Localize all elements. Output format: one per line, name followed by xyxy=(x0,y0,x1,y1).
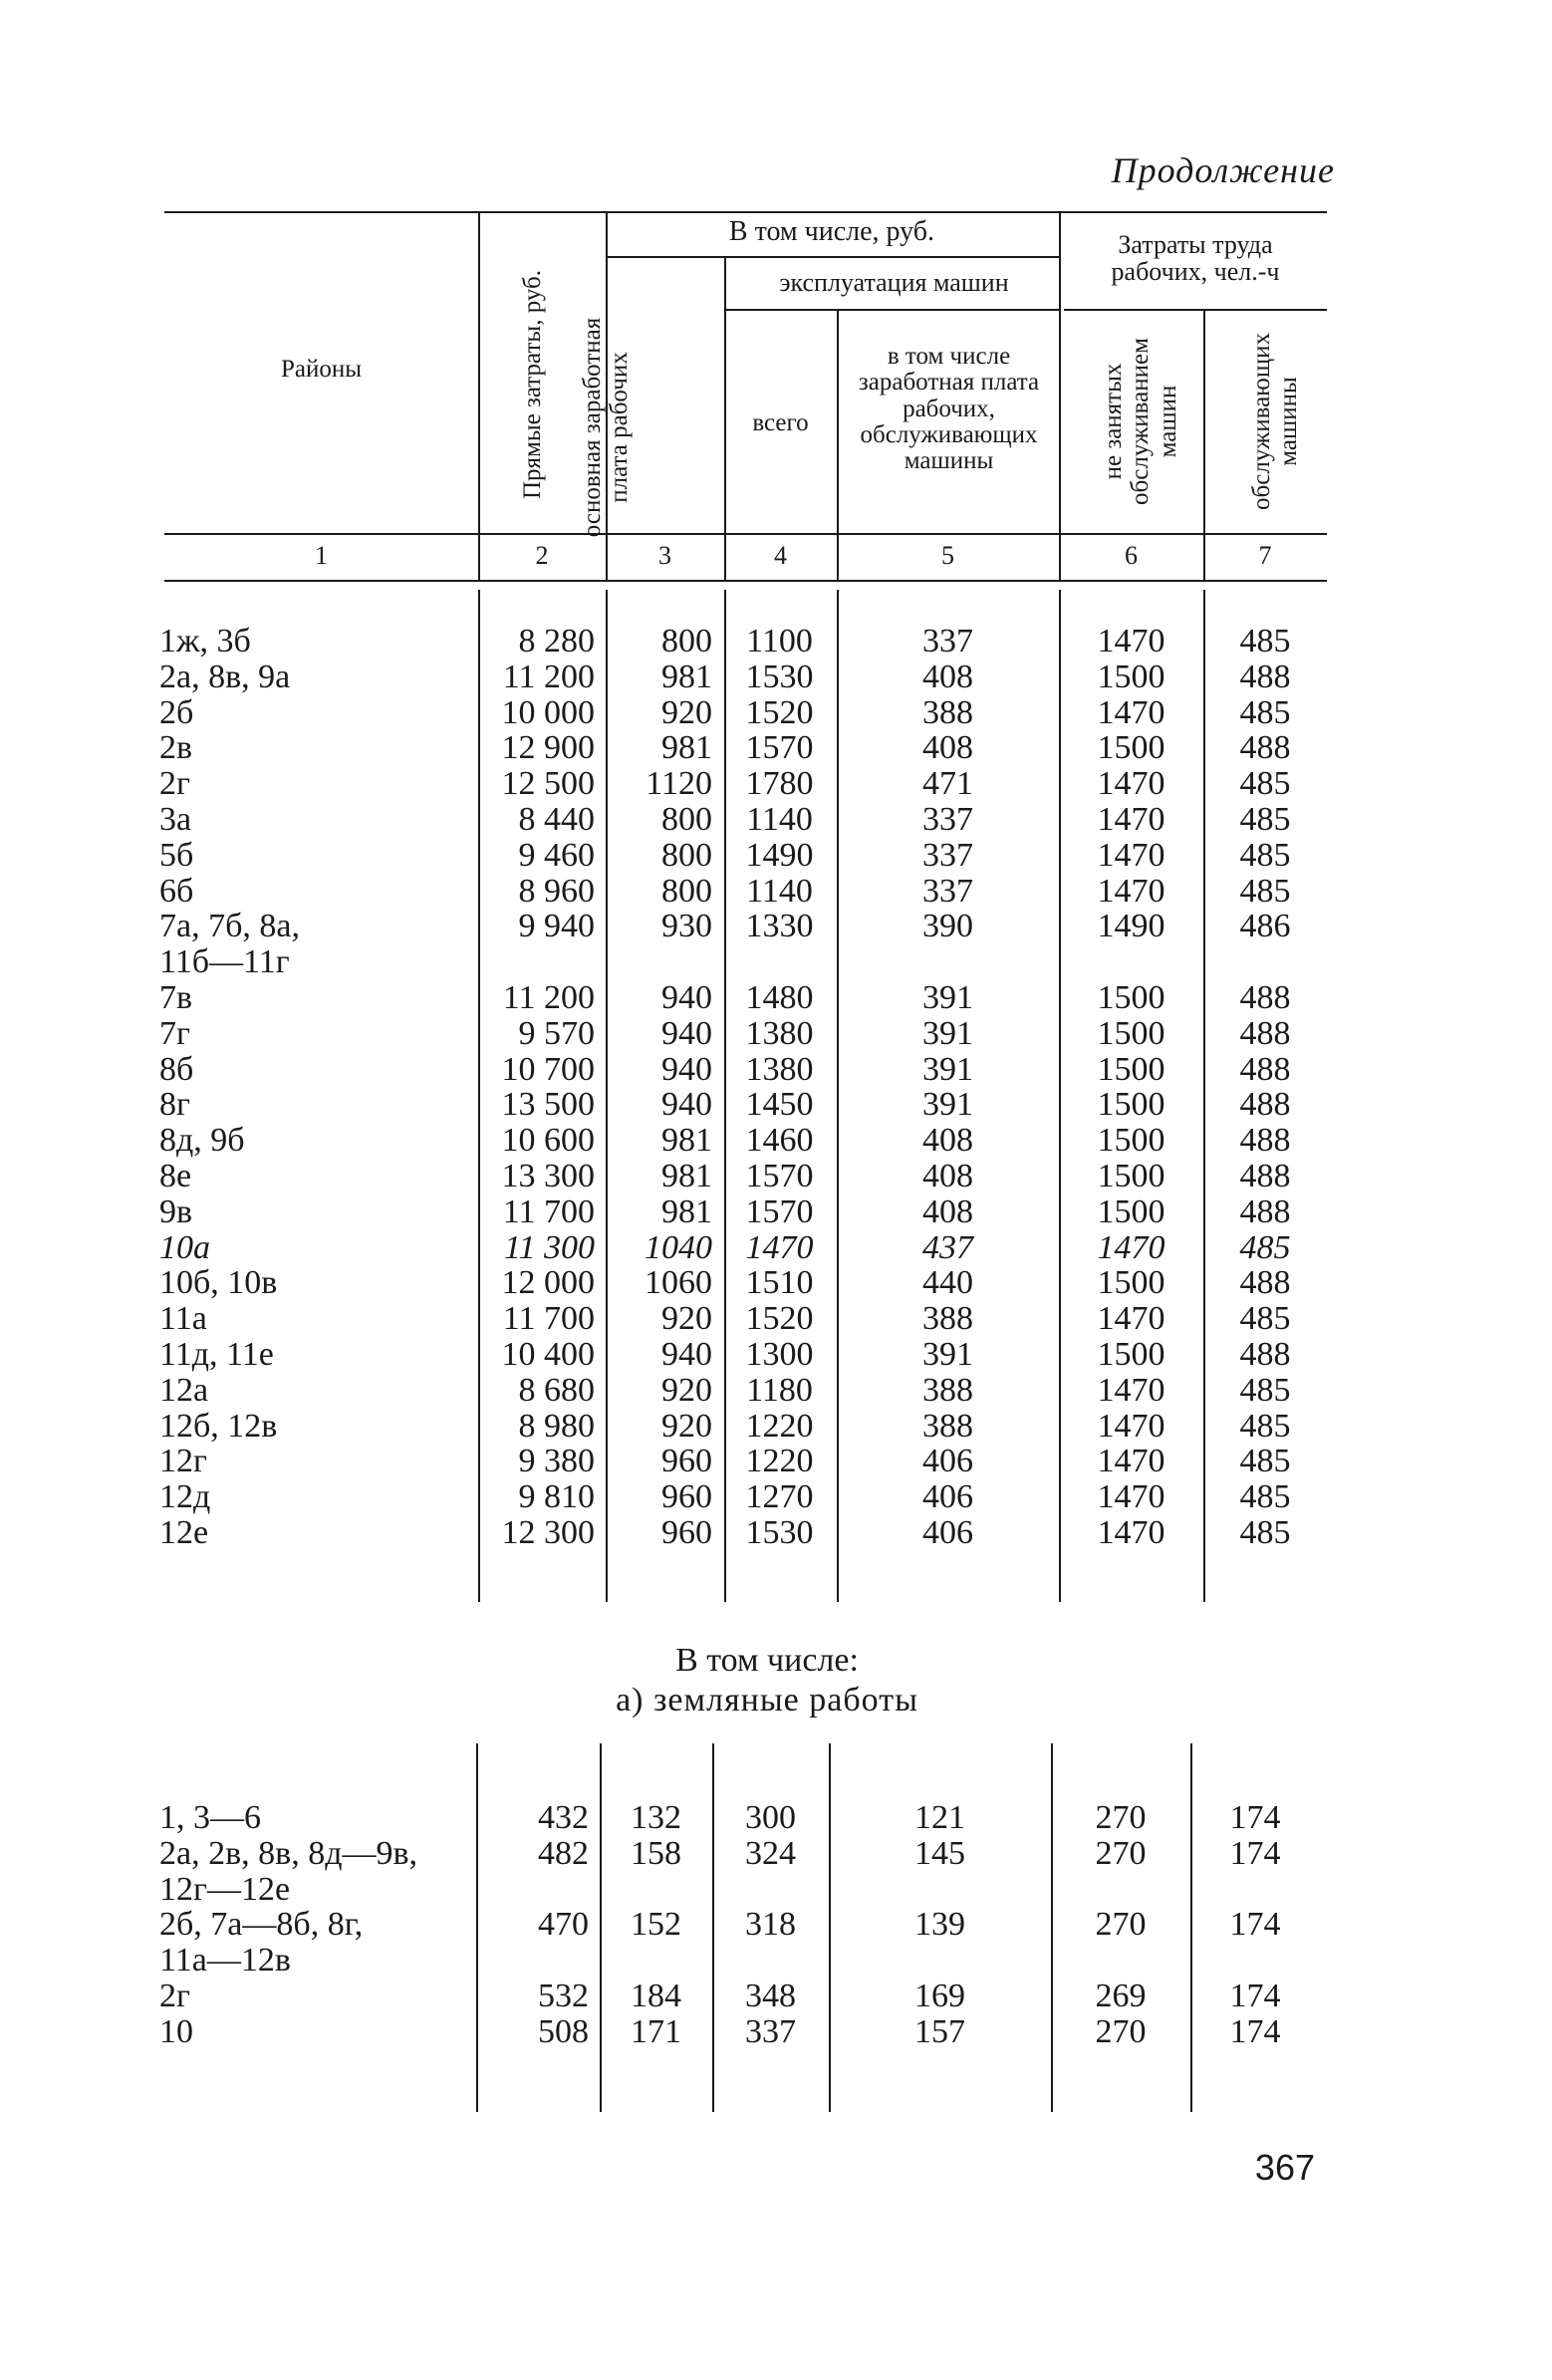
cell-total: 1140 xyxy=(746,801,813,838)
cell-total: 1220 xyxy=(745,1443,814,1480)
cell-base-wage: 940 xyxy=(661,979,712,1016)
cell-direct: 8 980 xyxy=(518,1407,595,1445)
header-machine-operation: эксплуатация машин xyxy=(779,268,1009,297)
cell-machine-wage: 408 xyxy=(922,658,973,695)
cell-base-wage: 171 xyxy=(631,2012,681,2050)
header-not-machine xyxy=(1096,322,1185,521)
cell-machine-wage: 391 xyxy=(922,1336,973,1373)
cell-machine-wage: 388 xyxy=(922,1371,973,1409)
cell-not-machine: 270 xyxy=(1095,1834,1147,1872)
cell-district: 10б, 10в xyxy=(159,1264,278,1302)
cell-total: 1480 xyxy=(745,979,814,1016)
cell-not-machine: 1500 xyxy=(1097,1050,1165,1088)
cell-direct: 11 700 xyxy=(502,1300,595,1338)
cell-total: 1180 xyxy=(746,1371,813,1409)
cell-not-machine: 1470 xyxy=(1097,1443,1165,1480)
cell-base-wage: 940 xyxy=(661,1086,712,1124)
cell-district: 12е xyxy=(159,1514,209,1551)
cell-base-wage: 920 xyxy=(661,693,712,731)
cell-base-wage: 981 xyxy=(661,658,712,695)
cell-base-wage: 158 xyxy=(631,1834,681,1872)
header-including-rub: В том числе, руб. xyxy=(728,216,935,247)
section-including: В том числе: xyxy=(675,1642,859,1679)
cell-not-machine: 1500 xyxy=(1097,1336,1165,1373)
cell-district: 12г xyxy=(159,1443,207,1480)
cell-machine-workers: 485 xyxy=(1239,801,1291,838)
cell-machine-wage: 145 xyxy=(914,1834,965,1872)
cell-machine-wage: 440 xyxy=(922,1264,973,1302)
cell-direct: 13 300 xyxy=(501,1158,595,1194)
cell-direct: 9 380 xyxy=(518,1443,595,1480)
cell-not-machine: 1470 xyxy=(1097,801,1165,838)
cell-machine-wage: 406 xyxy=(922,1514,973,1551)
cell-not-machine: 1470 xyxy=(1097,836,1165,874)
header-base-wage-text: основная заработная плата рабочих xyxy=(578,317,633,538)
cell-machine-workers: 485 xyxy=(1239,1228,1291,1266)
cell-not-machine: 1500 xyxy=(1097,658,1165,695)
cell-machine-workers: 485 xyxy=(1239,836,1291,874)
cell-machine-wage: 388 xyxy=(922,1300,973,1338)
cell-machine-workers: 488 xyxy=(1239,1122,1291,1160)
cell-district: 2а, 8в, 9а xyxy=(159,658,291,695)
cell-base-wage: 152 xyxy=(631,1906,681,1944)
cell-machine-workers: 485 xyxy=(1239,1514,1291,1551)
cell-district: 2г xyxy=(159,765,190,803)
cell-not-machine: 1500 xyxy=(1097,1264,1165,1302)
cell-not-machine: 269 xyxy=(1095,1978,1147,2014)
cell-base-wage: 960 xyxy=(661,1478,712,1516)
cell-total: 324 xyxy=(745,1834,796,1872)
cell-machine-workers: 488 xyxy=(1239,1086,1291,1124)
cell-total: 337 xyxy=(745,2012,796,2050)
header-machine-workers xyxy=(1230,322,1320,521)
page-number: 367 xyxy=(1254,2147,1315,2188)
cell-not-machine: 1470 xyxy=(1097,1371,1165,1409)
cell-machine-wage: 408 xyxy=(922,729,973,767)
cell-district: 3а xyxy=(159,801,192,838)
cell-machine-wage: 337 xyxy=(922,836,973,874)
cell-total: 1380 xyxy=(745,1014,814,1052)
cell-base-wage: 960 xyxy=(661,1514,712,1551)
cell-district: 11а—12в xyxy=(159,1942,291,1980)
header-divider xyxy=(1059,211,1061,580)
cell-direct: 508 xyxy=(538,2012,589,2050)
cell-machine-workers: 488 xyxy=(1239,1014,1291,1052)
cell-machine-workers: 488 xyxy=(1239,729,1291,767)
cell-not-machine: 1490 xyxy=(1097,908,1165,945)
cell-machine-workers: 485 xyxy=(1239,693,1291,731)
cell-direct: 11 200 xyxy=(502,979,595,1016)
cell-base-wage: 184 xyxy=(631,1978,681,2014)
header-labor-costs: Затраты труда рабочих, чел.-ч xyxy=(1111,230,1280,287)
cell-district: 8г xyxy=(159,1086,190,1124)
cell-not-machine: 270 xyxy=(1095,2012,1147,2050)
cell-machine-workers: 174 xyxy=(1229,1834,1281,1872)
cell-total: 1490 xyxy=(745,836,814,874)
cell-machine-wage: 391 xyxy=(922,1086,973,1124)
cell-total: 1270 xyxy=(745,1478,814,1516)
cell-total: 1510 xyxy=(745,1264,814,1302)
cell-not-machine: 1470 xyxy=(1097,1228,1165,1266)
cell-direct: 9 940 xyxy=(518,908,595,945)
cell-district: 10а xyxy=(159,1228,210,1266)
cell-base-wage: 981 xyxy=(661,1192,712,1230)
cell-direct: 10 700 xyxy=(501,1050,595,1088)
column-number: 3 xyxy=(658,541,671,570)
cell-not-machine: 1470 xyxy=(1097,693,1165,731)
cell-total: 1780 xyxy=(745,765,814,803)
cell-base-wage: 920 xyxy=(661,1300,712,1338)
cell-direct: 8 440 xyxy=(518,801,595,838)
cell-district: 8б xyxy=(159,1050,194,1088)
column-number: 1 xyxy=(315,541,328,570)
cell-district: 1ж, 3б xyxy=(159,623,251,660)
cell-direct: 11 200 xyxy=(502,658,595,695)
cell-base-wage: 800 xyxy=(661,623,712,660)
header-not-machine-text: не занятых обслуживанием машин xyxy=(1099,338,1181,505)
header-base-wage xyxy=(561,308,650,547)
cell-base-wage: 981 xyxy=(661,729,712,767)
cell-machine-workers: 485 xyxy=(1239,872,1291,910)
cell-not-machine: 1470 xyxy=(1097,1300,1165,1338)
cell-total: 1380 xyxy=(745,1050,814,1088)
cell-not-machine: 1500 xyxy=(1097,1192,1165,1230)
cell-total: 1570 xyxy=(745,1158,814,1194)
cell-machine-wage: 337 xyxy=(922,801,973,838)
cell-machine-wage: 437 xyxy=(922,1228,973,1266)
cell-district: 7в xyxy=(159,979,193,1016)
cell-base-wage: 940 xyxy=(661,1336,712,1373)
cell-machine-wage: 169 xyxy=(914,1978,965,2014)
cell-machine-workers: 485 xyxy=(1239,1300,1291,1338)
cell-total: 1530 xyxy=(745,1514,814,1551)
cell-direct: 12 300 xyxy=(501,1514,595,1551)
cell-district: 8е xyxy=(159,1158,192,1194)
cell-total: 300 xyxy=(745,1799,796,1836)
section-earthworks: а) земляные работы xyxy=(616,1682,918,1719)
cell-base-wage: 930 xyxy=(661,908,712,945)
cell-machine-workers: 488 xyxy=(1239,1158,1291,1194)
header-divider xyxy=(837,309,839,580)
header-divider xyxy=(1203,309,1205,580)
cell-not-machine: 1470 xyxy=(1097,872,1165,910)
cell-machine-wage: 391 xyxy=(922,979,973,1016)
cell-machine-wage: 408 xyxy=(922,1158,973,1194)
cell-machine-workers: 488 xyxy=(1239,1336,1291,1373)
cell-machine-wage: 391 xyxy=(922,1050,973,1088)
cell-direct: 10 400 xyxy=(501,1336,595,1373)
cell-total: 1470 xyxy=(745,1228,814,1266)
cell-district: 9в xyxy=(159,1192,193,1230)
cell-base-wage: 940 xyxy=(661,1014,712,1052)
cell-total: 348 xyxy=(745,1978,796,2014)
cell-total: 1300 xyxy=(745,1336,814,1373)
cell-base-wage: 1060 xyxy=(645,1264,712,1302)
cell-machine-workers: 174 xyxy=(1229,2012,1281,2050)
cell-machine-wage: 388 xyxy=(922,693,973,731)
cell-not-machine: 1500 xyxy=(1097,729,1165,767)
cell-direct: 12 500 xyxy=(501,765,595,803)
cell-district: 11д, 11е xyxy=(159,1336,274,1373)
cell-total: 1520 xyxy=(745,693,814,731)
cell-direct: 10 600 xyxy=(501,1122,595,1160)
cell-machine-wage: 139 xyxy=(914,1906,965,1944)
cell-machine-wage: 406 xyxy=(922,1478,973,1516)
cell-district: 12б, 12в xyxy=(159,1407,278,1445)
cell-total: 1450 xyxy=(745,1086,814,1124)
cell-direct: 11 700 xyxy=(502,1192,595,1230)
cell-total: 1460 xyxy=(745,1122,814,1160)
cell-not-machine: 1470 xyxy=(1097,1478,1165,1516)
cell-machine-wage: 337 xyxy=(922,623,973,660)
cell-not-machine: 1500 xyxy=(1097,979,1165,1016)
cell-district: 7а, 7б, 8а, xyxy=(159,908,300,945)
cell-machine-wage: 157 xyxy=(914,2012,965,2050)
column-number: 7 xyxy=(1258,541,1272,570)
cell-not-machine: 1470 xyxy=(1097,1514,1165,1551)
subheader-rule xyxy=(606,256,1059,258)
cell-base-wage: 1120 xyxy=(646,765,712,803)
cell-district: 12а xyxy=(159,1371,209,1409)
cell-district: 10 xyxy=(159,2012,193,2050)
continuation-label: Продолжение xyxy=(1111,150,1335,190)
cell-machine-wage: 471 xyxy=(922,765,973,803)
cell-district: 2а, 2в, 8в, 8д—9в, xyxy=(159,1834,418,1872)
cell-district: 12д xyxy=(159,1478,211,1516)
cell-total: 1520 xyxy=(745,1300,814,1338)
cell-direct: 482 xyxy=(538,1834,589,1872)
cell-machine-wage: 121 xyxy=(914,1799,965,1836)
cell-direct: 9 810 xyxy=(518,1478,595,1516)
cell-not-machine: 1470 xyxy=(1097,623,1165,660)
cell-district: 2б, 7а—8б, 8г, xyxy=(159,1906,364,1944)
column-number: 2 xyxy=(535,541,549,570)
cell-total: 1570 xyxy=(745,729,814,767)
cell-machine-wage: 391 xyxy=(922,1014,973,1052)
cell-machine-workers: 488 xyxy=(1239,1050,1291,1088)
cell-base-wage: 981 xyxy=(661,1122,712,1160)
cell-district: 1, 3—6 xyxy=(159,1799,261,1836)
cell-machine-wage: 408 xyxy=(922,1122,973,1160)
cell-machine-wage: 337 xyxy=(922,872,973,910)
cell-district: 7г xyxy=(159,1014,190,1052)
column-numbers-rule xyxy=(164,580,1327,582)
cell-not-machine: 270 xyxy=(1095,1799,1147,1836)
labor-subheader-rule xyxy=(1064,309,1327,311)
cell-not-machine: 1470 xyxy=(1097,765,1165,803)
cell-total: 1330 xyxy=(745,908,814,945)
cell-district: 6б xyxy=(159,872,194,910)
cell-district: 11б—11г xyxy=(159,943,290,981)
body-divider xyxy=(724,590,726,1602)
table-top-rule xyxy=(164,211,1327,213)
cell-direct: 432 xyxy=(538,1799,589,1836)
cell-direct: 8 680 xyxy=(518,1371,595,1409)
cell-base-wage: 800 xyxy=(661,801,712,838)
cell-machine-workers: 485 xyxy=(1239,1371,1291,1409)
cell-machine-workers: 486 xyxy=(1239,908,1291,945)
cell-base-wage: 940 xyxy=(661,1050,712,1088)
cell-direct: 9 570 xyxy=(518,1014,595,1052)
cell-not-machine: 1470 xyxy=(1097,1407,1165,1445)
subheader-rule-2 xyxy=(724,309,1059,311)
cell-district: 2в xyxy=(159,729,193,767)
cell-machine-workers: 485 xyxy=(1239,1478,1291,1516)
cell-total: 1100 xyxy=(746,623,813,660)
cell-direct: 12 000 xyxy=(501,1264,595,1302)
column-number: 4 xyxy=(774,541,787,570)
cell-machine-wage: 406 xyxy=(922,1443,973,1480)
cell-not-machine: 1500 xyxy=(1097,1158,1165,1194)
cell-machine-workers: 174 xyxy=(1229,1799,1281,1836)
header-total: всего xyxy=(752,409,809,436)
cell-machine-workers: 488 xyxy=(1239,979,1291,1016)
cell-district: 8д, 9б xyxy=(159,1122,245,1160)
cell-machine-workers: 174 xyxy=(1229,1978,1281,2014)
cell-district: 2б xyxy=(159,693,194,731)
cell-direct: 470 xyxy=(538,1906,589,1944)
cell-not-machine: 1500 xyxy=(1097,1122,1165,1160)
cell-machine-workers: 488 xyxy=(1239,658,1291,695)
cell-machine-workers: 485 xyxy=(1239,1407,1291,1445)
cell-machine-workers: 174 xyxy=(1229,1906,1281,1944)
header-machine-wage: в том числе заработная плата рабочих, обслуживающих машины xyxy=(858,343,1040,474)
header-districts: Районы xyxy=(280,356,363,383)
cell-base-wage: 920 xyxy=(661,1407,712,1445)
cell-district: 11а xyxy=(159,1300,207,1338)
cell-base-wage: 800 xyxy=(661,872,712,910)
header-machine-workers-text: обслуживающих машины xyxy=(1247,333,1302,510)
cell-machine-workers: 485 xyxy=(1239,623,1291,660)
cell-machine-wage: 388 xyxy=(922,1407,973,1445)
cell-not-machine: 1500 xyxy=(1097,1014,1165,1052)
cell-base-wage: 981 xyxy=(661,1158,712,1194)
header-divider xyxy=(478,211,480,580)
cell-total: 318 xyxy=(745,1906,796,1944)
cell-direct: 10 000 xyxy=(501,693,595,731)
cell-machine-wage: 390 xyxy=(922,908,973,945)
header-direct-costs: Прямые затраты, руб. xyxy=(519,269,546,500)
cell-direct: 532 xyxy=(538,1978,589,2014)
header-bottom-rule xyxy=(164,533,1327,535)
cell-direct: 12 900 xyxy=(501,729,595,767)
column-number: 5 xyxy=(941,541,954,570)
cell-direct: 8 960 xyxy=(518,872,595,910)
cell-total: 1220 xyxy=(745,1407,814,1445)
cell-base-wage: 960 xyxy=(661,1443,712,1480)
column-number: 6 xyxy=(1125,541,1138,570)
cell-district: 12г—12е xyxy=(159,1870,291,1908)
cell-district: 5б xyxy=(159,836,194,874)
cell-direct: 11 300 xyxy=(504,1228,595,1266)
cell-total: 1530 xyxy=(745,658,814,695)
cell-total: 1140 xyxy=(746,872,813,910)
cell-machine-wage: 408 xyxy=(922,1192,973,1230)
cell-not-machine: 270 xyxy=(1095,1906,1147,1944)
cell-base-wage: 132 xyxy=(631,1799,681,1836)
cell-district: 2г xyxy=(159,1978,190,2014)
cell-base-wage: 800 xyxy=(661,836,712,874)
cell-total: 1570 xyxy=(745,1192,814,1230)
cell-machine-workers: 485 xyxy=(1239,765,1291,803)
cell-direct: 13 500 xyxy=(501,1086,595,1124)
cell-machine-workers: 488 xyxy=(1239,1192,1291,1230)
cell-base-wage: 1040 xyxy=(645,1228,712,1266)
cell-not-machine: 1500 xyxy=(1097,1086,1165,1124)
cell-machine-workers: 485 xyxy=(1239,1443,1291,1480)
cell-machine-workers: 488 xyxy=(1239,1264,1291,1302)
cell-direct: 8 280 xyxy=(518,623,595,660)
cell-direct: 9 460 xyxy=(518,836,595,874)
cell-base-wage: 920 xyxy=(661,1371,712,1409)
